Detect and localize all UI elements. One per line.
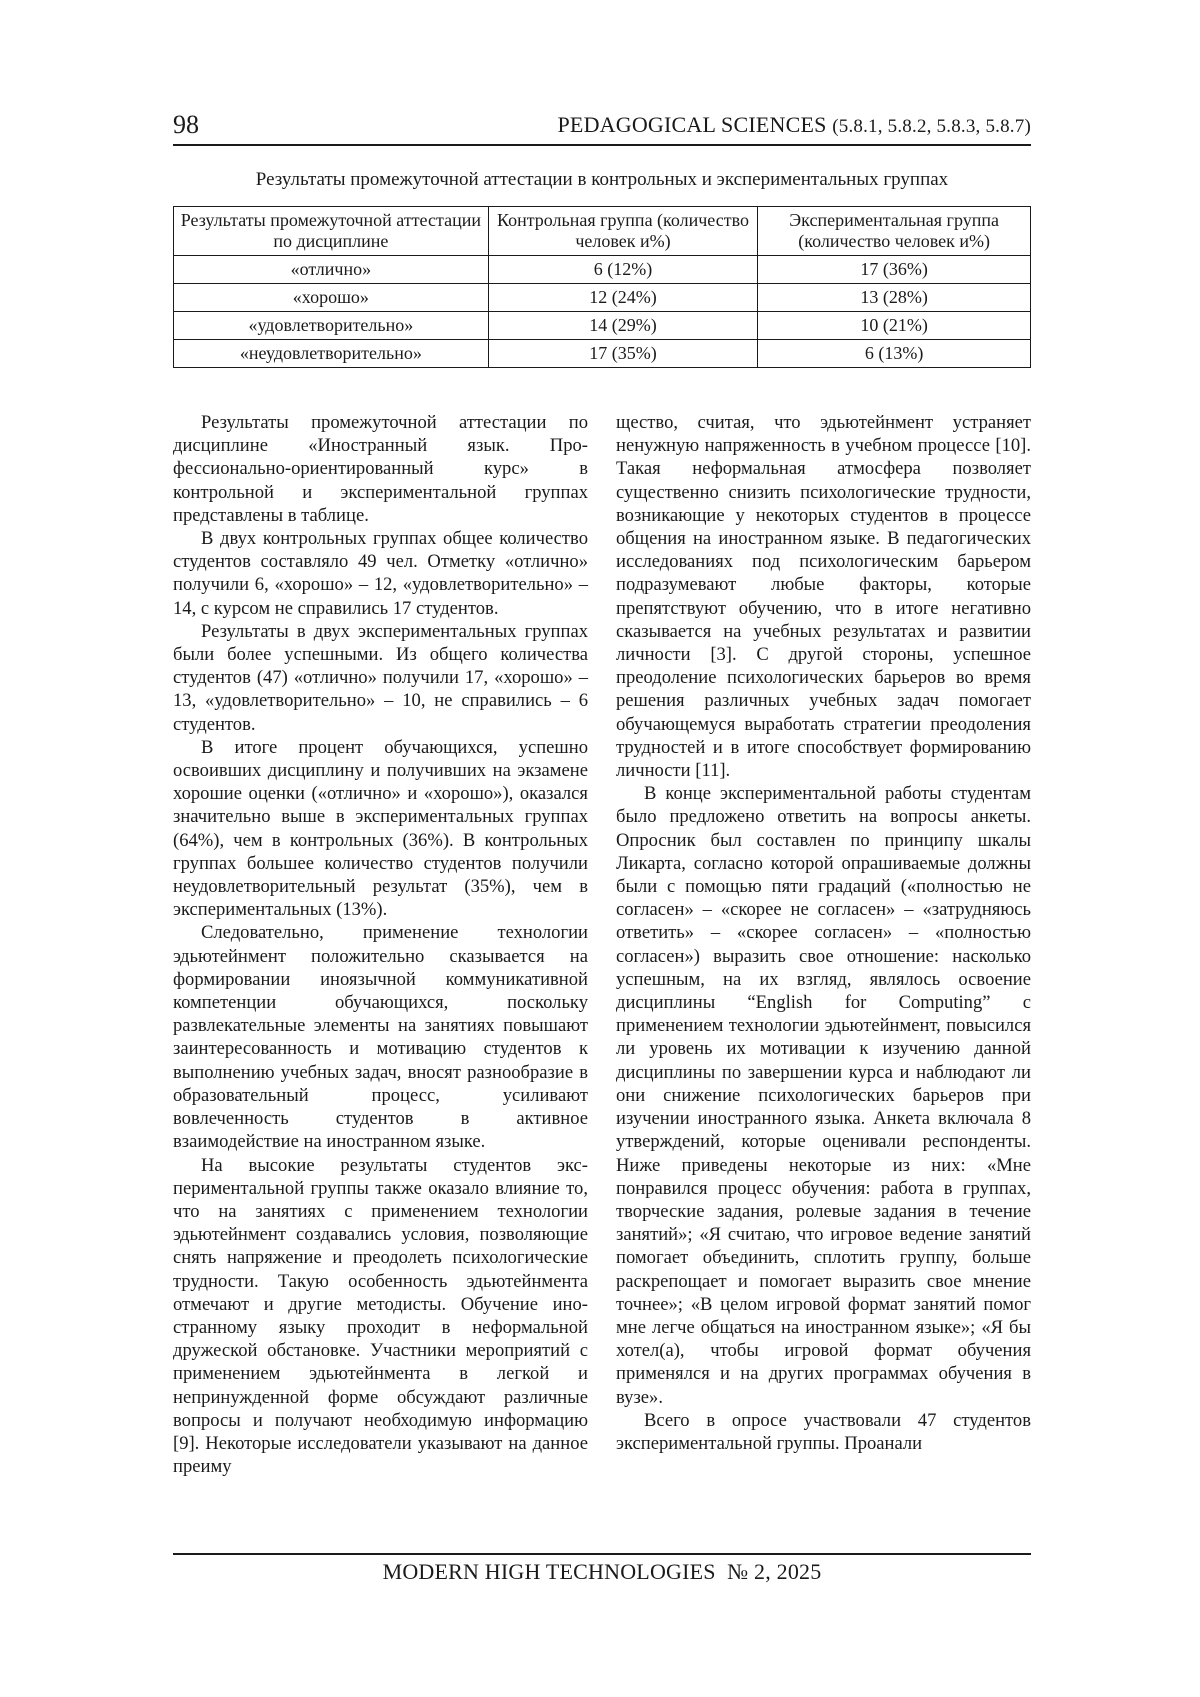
table-row: [174, 256, 1031, 284]
footer-journal: MODERN HIGH TECHNOLOGIES: [382, 1559, 716, 1584]
paragraph: Результаты промежуточной аттестации по дисциплине «Иностранный язык. Профессионально-ориентированный курс» в контрольной и экспериментальной группах представлены в таблице.: [173, 412, 588, 526]
page-header: [173, 106, 1031, 146]
table-cell: 12 (24%): [488, 284, 758, 312]
table-header-cell: Экспериментальная группа (количество человек и%): [758, 207, 1031, 256]
table-cell: 6 (12%): [488, 256, 758, 284]
table-caption: Результаты промежуточной аттестации в контрольных и экспериментальных группах: [255, 169, 949, 190]
table-cell: 10 (21%): [758, 312, 1031, 340]
table-cell: 13 (28%): [758, 284, 1031, 312]
page-footer: [173, 1558, 1031, 1586]
paragraph: В двух контрольных группах общее количество студентов составляло 49 чел. Отметку «отлично» получили 6, «хорошо» – 12, «удовлетворительно» – 14, с курсом не справились 17 студентов.: [173, 528, 588, 619]
table-cell: «отлично»: [174, 256, 489, 284]
running-header: [558, 112, 1032, 140]
right-column: [616, 411, 1031, 1455]
section-title: PEDAGOGICAL SCIENCES: [557, 112, 827, 137]
table-header-row: [174, 207, 1031, 256]
table-row: [174, 340, 1031, 368]
paragraph: Результаты в двух экспериментальных группах были более успешными. Из общего количества студентов (47) «отлично» получили 17, «хорошо» – 13, «удовлетворительно» – 10, не справились – 6 студентов.: [173, 620, 588, 735]
table-cell: 17 (36%): [758, 256, 1031, 284]
results-table: [173, 206, 1031, 368]
left-column: [173, 411, 588, 1478]
table-cell: «неудовлетворительно»: [174, 340, 489, 368]
paragraph: На высокие результаты студентов экспериментальной группы также оказало влияние то, что на занятиях с применением технологии эдьютейнмент создавались условия, позволяющие снять напряжение и преодолеть психологические трудности. Такую особенность эдьютейнмента отмечают и другие методисты. Обучение иностранному языку проходит в неформальной дружеской обстановке. Участники мероприятий с применением эдьютейнмента в легкой и непринужденной форме обсуждают различные вопросы и получают необходимую информацию [9]. Некоторые исследователи указывают на данное преиму: [173, 1154, 588, 1478]
paragraph: щество, считая, что эдьютейнмент устраняет ненужную напряженность в учебном процессе [10]. Такая неформальная атмосфера позволяет существенно снизить психологические трудности, возникающие у некоторых студентов в процессе общения на иностранном языке. В педагогических исследованиях под психологическим барьером подразумевают любые факторы, которые препятствуют обучению, что в итоге негативно сказывается на учебных результатах и развитии личности [3]. С другой стороны, успешное преодоление психологических барьеров во время решения различных учебных задач помогает обучающемуся выработать стратегии преодоления трудностей и в итоге способствует формированию личности [11].: [616, 412, 1031, 782]
paragraph: Всего в опросе участвовали 47 студентов экспериментальной группы. Проанали: [616, 1409, 1031, 1454]
paragraph: Следовательно, применение технологии эдьютейнмент положительно сказывается на формировании иноязычной коммуникативной компетенции обучающихся, поскольку развлекательные элементы на занятиях повышают заинтересованность и мотивацию студентов к выполнению учебных задач, вносят разнообразие в образовательный процесс, усиливают вовлеченность студентов в активное взаимодействие на иностранном языке.: [173, 922, 588, 1153]
section-codes: (5.8.1, 5.8.2, 5.8.3, 5.8.7): [832, 116, 1031, 137]
table-row: [174, 312, 1031, 340]
table-cell: 17 (35%): [488, 340, 758, 368]
table-header-cell: Результаты промежуточной аттестации по дисциплине: [174, 207, 489, 256]
footer-issue: № 2, 2025: [727, 1559, 822, 1584]
table-row: [174, 284, 1031, 312]
paragraph: В итоге процент обучающихся, успешно освоивших дисциплину и получивших на экзамене хорошие оценки («отлично» и «хорошо»), оказался значительно выше в экспериментальных группах (64%), чем в контрольных (36%). В контрольных группах большее количество студентов получили неудовлетворительный результат (35%), чем в экспериментальных (13%).: [173, 736, 588, 921]
table-cell: «хорошо»: [174, 284, 489, 312]
table-header-cell: Контрольная группа (количество человек и%): [488, 207, 758, 256]
table-cell: 14 (29%): [488, 312, 758, 340]
footer-rule: [173, 1553, 1031, 1555]
page-number: 98: [173, 110, 199, 139]
table-cell: «удовлетворительно»: [174, 312, 489, 340]
table-cell: 6 (13%): [758, 340, 1031, 368]
paragraph: В конце экспериментальной работы студентам было предложено ответить на вопросы анкеты. Опросник был составлен по принципу шкалы Ликарта, согласно которой опрашиваемые должны были с помощью пяти градаций («полностью не согласен» – «скорее не согласен» – «затрудняюсь ответить» – «скорее согласен» – «полностью согласен») выразить свое отношение: насколько успешным, на их взгляд, являлось освоение дисциплины “English for Computing” с применением технологии эдьютейнмент, повысился ли уровень их мотивации к изучению данной дисциплины по завершении курса и наблюдают ли они снижение психологических барьеров при изучении иностранного языка. Анкета включала 8 утверждений, которые оценивали респонденты. Ниже приведены некоторые из них: «Мне понравился процесс обучения: работа в группах, творческие задания, ролевые задания в течение занятий»; «Я считаю, что игровое ведение занятий помогает объединить, сплотить группу, больше раскрепощает и помогает выразить свое мнение точнее»; «В целом игровой формат занятий помог мне легче общаться на иностранном языке»; «Я бы хотел(а), чтобы игровой формат обучения применялся и на других программах обучения в вузе».: [616, 783, 1031, 1408]
